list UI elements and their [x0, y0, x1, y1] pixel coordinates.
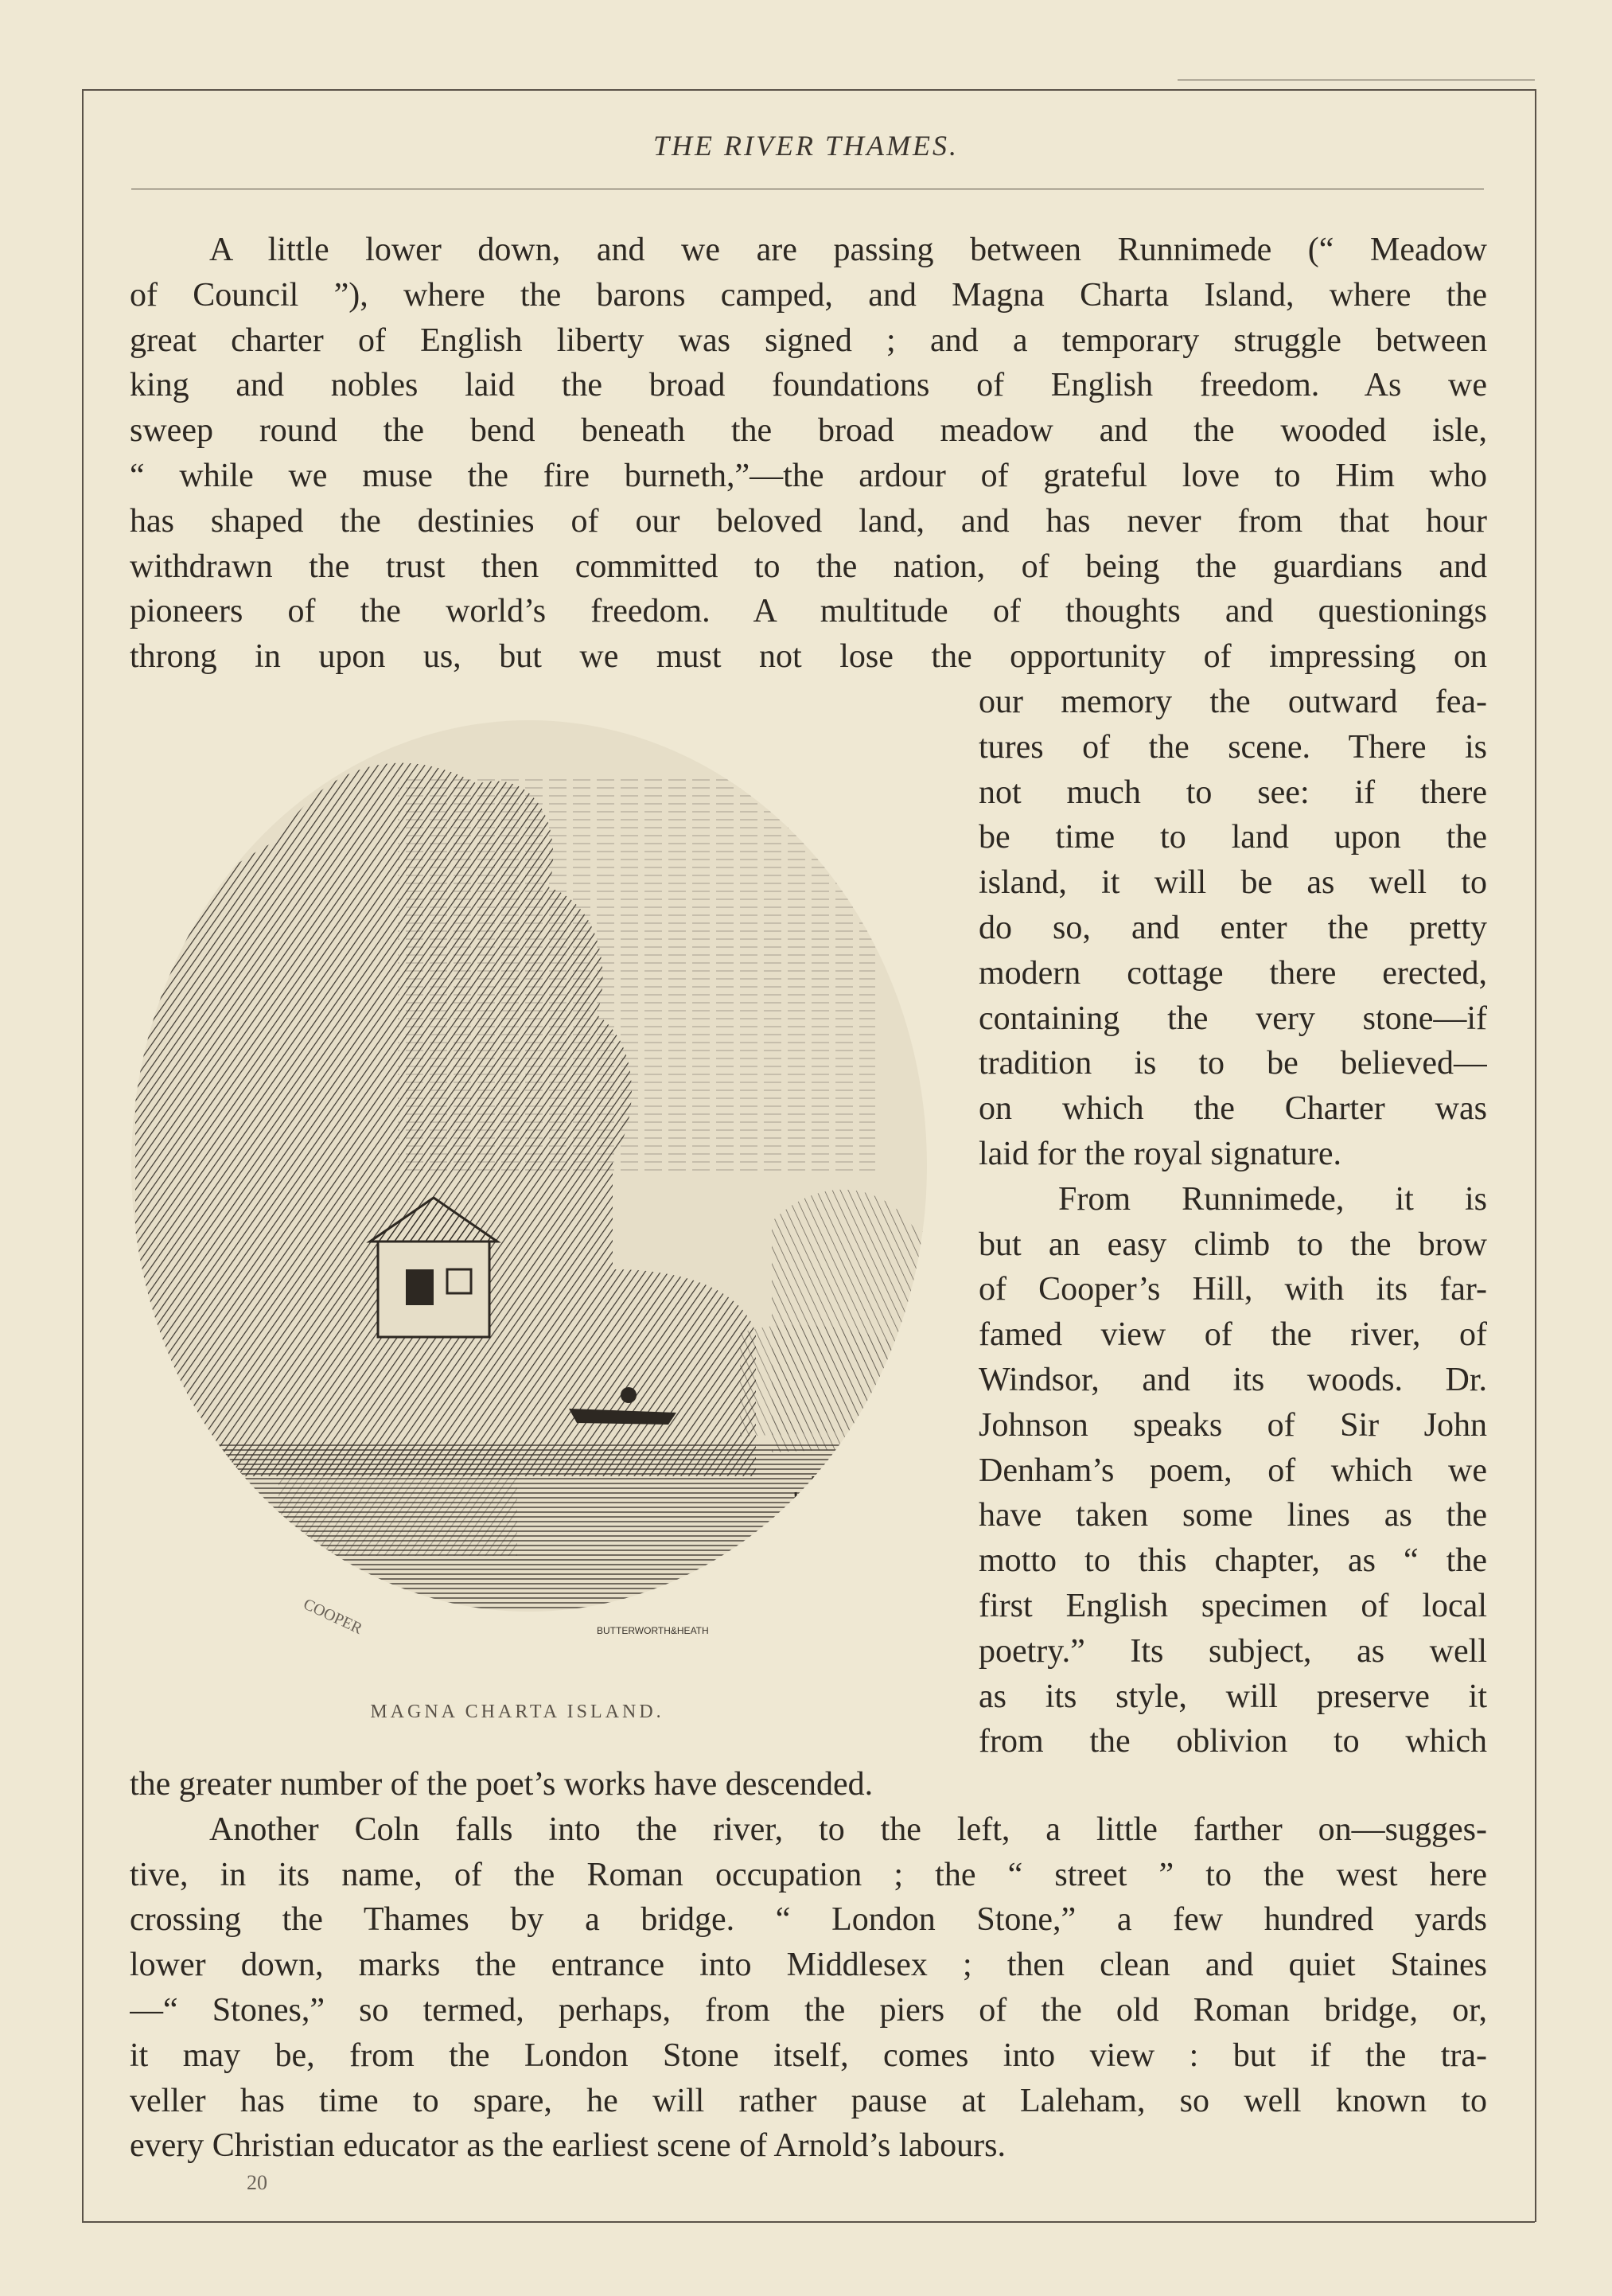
text-line: the greater number of the poet’s works have descended. [130, 1766, 874, 1803]
text-line: tures of the scene. There is [979, 728, 1487, 766]
text-line: tradition is to be believed— [979, 1045, 1487, 1082]
text-line: from the oblivion to which [979, 1723, 1487, 1760]
text-line: as its style, will preserve it [979, 1678, 1487, 1715]
side-column-text [979, 680, 1487, 1764]
text-line: veller has time to spare, he will rather pause at Laleham, so well known to [130, 2082, 1487, 2119]
text-line: “ while we muse the fire burneth,”—the ardour of grateful love to Him who [130, 457, 1487, 494]
text-line: A little lower down, and we are passing between Runnimede (“ Meadow [209, 232, 1487, 268]
text-line: crossing the Thames by a bridge. “ London Stone,” a few hundred yards [130, 1901, 1487, 1939]
text-line: pioneers of the world’s freedom. A multitude of thoughts and questionings [130, 593, 1487, 630]
text-line: containing the very stone—if [979, 1000, 1487, 1037]
text-line: Windsor, and its woods. Dr. [979, 1361, 1487, 1398]
text-line: modern cottage there erected, [979, 954, 1487, 992]
engraver-signature: BUTTERWORTH&HEATH [597, 1625, 709, 1636]
text-line: island, it will be as well to [979, 864, 1487, 902]
text-line: Johnson speaks of Sir John [979, 1406, 1487, 1444]
text-line: great charter of English liberty was signed ; and a temporary struggle between [130, 322, 1487, 359]
text-line: laid for the royal signature. [979, 1135, 1342, 1172]
text-line: motto to this chapter, as “ the [979, 1542, 1487, 1580]
text-line: lower down, marks the entrance into Middlesex ; then clean and quiet Staines [130, 1947, 1487, 1984]
paragraph-staines [130, 1762, 1487, 2169]
magna-charta-island-engraving [119, 712, 951, 1691]
text-line: Denham’s poem, of which we [979, 1452, 1487, 1489]
text-line: of Cooper’s Hill, with its far- [979, 1271, 1487, 1308]
text-line: —“ Stones,” so termed, perhaps, from the piers of the old Roman bridge, or, [130, 1991, 1487, 2029]
text-line: Another Coln falls into the river, to the left, a little farther on—sugges- [209, 1811, 1487, 1848]
paragraph-runnimede [130, 228, 1487, 680]
text-line: From Runnimede, it is [1058, 1180, 1487, 1218]
text-line: every Christian educator as the earliest scene of Arnold’s labours. [130, 2127, 1006, 2165]
page-number: 20 [247, 2171, 267, 2194]
text-line: but an easy climb to the brow [979, 1226, 1487, 1263]
text-line: famed view of the river, of [979, 1316, 1487, 1354]
text-line: not much to see: if there [979, 774, 1487, 811]
text-line: it may be, from the London Stone itself, comes into view : but if the tra- [130, 2037, 1487, 2074]
text-line: throng in upon us, but we must not lose the opportunity of impressing on [130, 638, 1487, 676]
illustration-caption: MAGNA CHARTA ISLAND. [370, 1702, 664, 1722]
text-line: sweep round the bend beneath the broad meadow and the wooded isle, [130, 412, 1487, 450]
running-head: THE RIVER THAMES. [653, 130, 959, 162]
text-line: on which the Charter was [979, 1090, 1487, 1128]
text-line: king and nobles laid the broad foundations of English freedom. As we [130, 367, 1487, 404]
text-line: of Council ”), where the barons camped, and Magna Charta Island, where the [130, 276, 1487, 314]
text-line: have taken some lines as the [979, 1497, 1487, 1534]
text-line: poetry.” Its subject, as well [979, 1632, 1487, 1670]
bottom-rule [82, 2221, 1535, 2223]
text-line: has shaped the destinies of our beloved land, and has never from that hour [130, 502, 1487, 540]
top-rule [82, 89, 1535, 91]
text-line: first English specimen of local [979, 1587, 1487, 1624]
artist-signature: COOPER [300, 1595, 365, 1638]
text-line: tive, in its name, of the Roman occupation ; the “ street ” to the west here [130, 1856, 1487, 1893]
text-line: our memory the outward fea- [979, 684, 1487, 720]
text-line: be time to land upon the [979, 819, 1487, 856]
text-line: do so, and enter the pretty [979, 909, 1487, 946]
text-line: withdrawn the trust then committed to the nation, of being the guardians and [130, 548, 1487, 585]
